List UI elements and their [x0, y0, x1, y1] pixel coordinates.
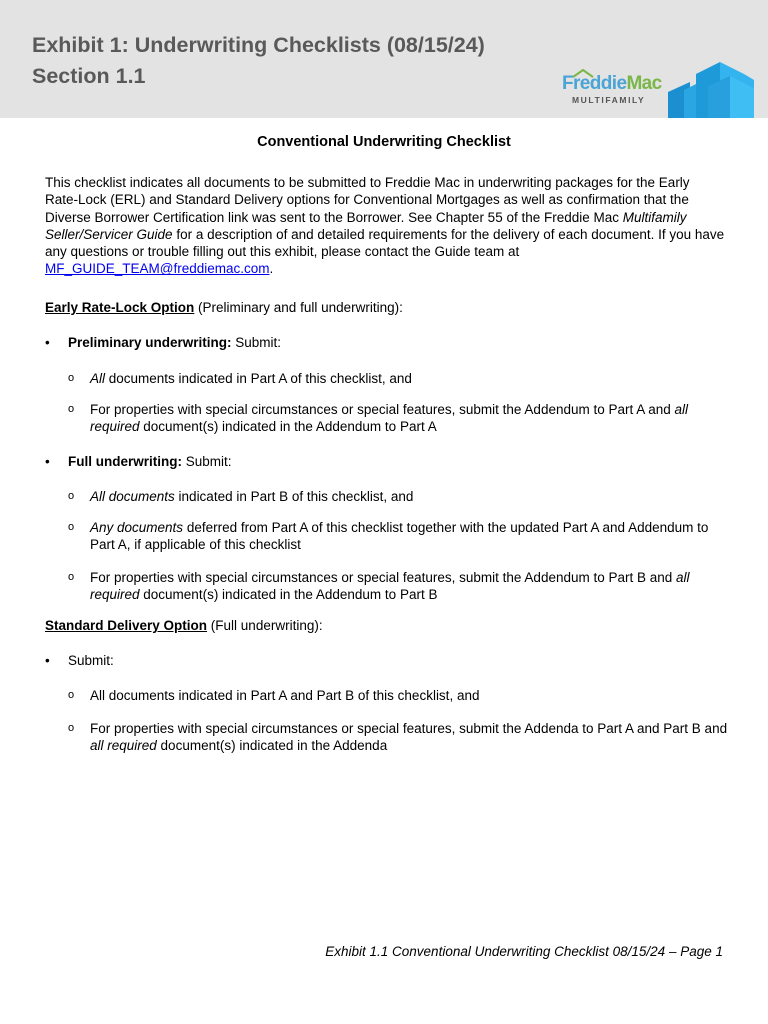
intro-paragraph: This checklist indicates all documents to be submitted to Freddie Mac in underwriting packages for the Early Rate-Lock (ERL) and Standard Delivery options for Conventional Mortgages as well as confirmation that the Diverse Borrower Certification link was sent to the Borrower. See Chapter 55 of the Freddie Mac Multifamily Seller/Servicer Guide for a description of and detailed requirements for the delivery of each document. If you have any questions or trouble filling out this exhibit, please contact the Guide team at MF_GUIDE_TEAM@freddiemac.com. [45, 175, 725, 277]
page-footer: Exhibit 1.1 Conventional Underwriting Checklist 08/15/24 – Page 1 [325, 944, 723, 959]
exhibit-title-line1: Exhibit 1: Underwriting Checklists (08/15/24) [32, 33, 485, 57]
logo-subtitle: MULTIFAMILY [572, 95, 646, 105]
hollow-bullet-icon: o [68, 403, 75, 415]
list-item: o All documents indicated in Part A of this checklist, and [68, 371, 412, 386]
page-header [0, 0, 768, 118]
exhibit-title [32, 30, 485, 92]
list-item: o All documents indicated in Part A and Part B of this checklist, and [68, 688, 480, 703]
hollow-bullet-icon: o [68, 372, 75, 384]
bullet-dot-icon: • [45, 454, 50, 469]
bullet-dot-icon: • [45, 653, 50, 668]
freddie-mac-logo [562, 74, 662, 105]
list-item: o Any documents deferred from Part A of this checklist together with the updated Part A and Addendum to Part A, if applicable of this checklist [68, 520, 709, 553]
hollow-bullet-icon: o [68, 521, 75, 533]
hollow-bullet-icon: o [68, 571, 75, 583]
exhibit-title-line2: Section 1.1 [32, 64, 146, 88]
erl-section-heading: Early Rate-Lock Option (Preliminary and full underwriting): [45, 300, 403, 315]
hollow-bullet-icon: o [68, 490, 75, 502]
bullet-dot-icon: • [45, 335, 50, 350]
logo-wordmark: FreddieMac [562, 73, 662, 94]
guide-team-email-link[interactable]: MF_GUIDE_TEAM@freddiemac.com [45, 261, 270, 277]
standard-section-heading: Standard Delivery Option (Full underwriting): [45, 618, 323, 633]
list-item: o For properties with special circumstances or special features, submit the Addenda to Part A and Part B and all required document(s) indicated in the Addenda [68, 721, 728, 754]
hollow-bullet-icon: o [68, 689, 75, 701]
hollow-bullet-icon: o [68, 722, 75, 734]
document-title: Conventional Underwriting Checklist [257, 134, 511, 150]
list-item: o For properties with special circumstances or special features, submit the Addendum to Part A and all required document(s) indicated in the Addendum to Part A [68, 402, 689, 435]
list-item: o For properties with special circumstances or special features, submit the Addendum to Part B and all required document(s) indicated in the Addendum to Part B [68, 570, 690, 603]
list-item: o All documents indicated in Part B of this checklist, and [68, 489, 414, 504]
buildings-graphic-icon [668, 60, 754, 118]
